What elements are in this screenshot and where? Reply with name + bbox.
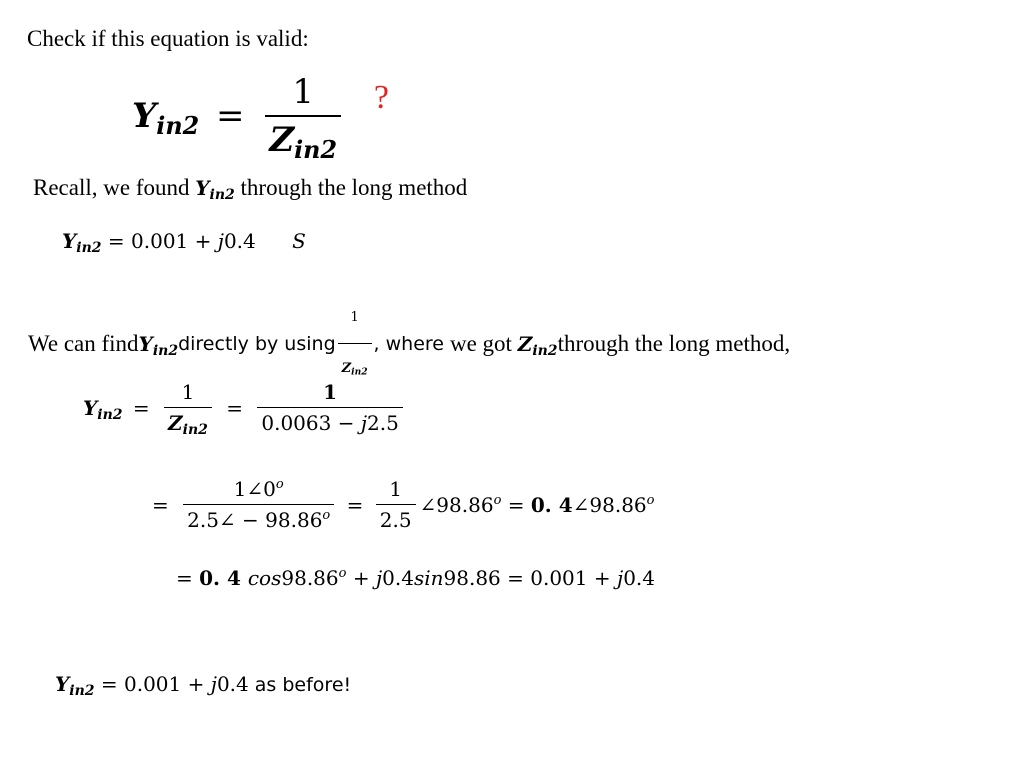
result-line: $Y_{in2} = 0.001 + j0.4$ S <box>62 229 306 257</box>
step1-lhs: $Y_{in2}$ <box>83 395 123 423</box>
step2-frac1: $\frac{1\angle 0^o}{2.5\angle - 98.86^o}$ <box>183 477 334 532</box>
recall-var: $Y_{in2}$ <box>195 176 235 204</box>
eq1-fraction <box>265 72 341 165</box>
step2-equation: = $\frac{1\angle 0^o}{2.5\angle - 98.86^o}$ = $\frac{1}{2.5}$ $\angle 98.86^o = 0$. 4∠98.86$^o$ <box>152 477 655 532</box>
eq1-numerator: 1 <box>292 72 314 112</box>
step1-equation: $Y_{in2}$ = $\frac{1}{Z_{in2}}$ = $\frac{1}{0.0063 - j2.5}$ <box>83 380 407 435</box>
step3-equation: = 0. 4 $\cos 98.86^o + j0.4\sin 98.86 = 0.001 + j0.4$ <box>176 566 655 590</box>
result-lhs: $Y_{in2}$ <box>62 229 102 257</box>
step2-angle: $\angle 98.86^o = 0$. 4∠98.86$^o$ <box>419 492 655 517</box>
equation-question <box>132 72 389 165</box>
eq1-lhs: $Y_{in2}$ <box>132 96 200 141</box>
conclusion-line: $Y_{in2} = 0.001 + j0.4$ as before! <box>55 672 352 700</box>
recall-text: Recall, we found $Y_{in2}$ through the long method <box>33 175 468 204</box>
step2-frac2: $\frac{1}{2.5}$ <box>376 477 416 532</box>
intro-text: Check if this equation is valid: <box>27 26 309 51</box>
question-mark: ? <box>373 79 389 116</box>
eq1-equals: = <box>216 96 245 136</box>
eq1-denominator: $Z_{in2}$ <box>265 115 341 160</box>
step1-frac2: $\frac{1}{0.0063 - j2.5}$ <box>257 380 402 435</box>
unit-siemens: S <box>292 229 306 253</box>
find-var-z: $Z_{in2}$ <box>517 331 558 359</box>
find-var-y: $Y_{in2}$ <box>138 331 179 359</box>
step1-frac1: $\frac{1}{Z_{in2}}$ <box>164 380 212 435</box>
find-directly-text: We can findY$_{in2}$directly by using $\frac{1}{Z_{in2}}$ , where we got $Z_{in2}through$ the long method, <box>28 296 790 391</box>
find-fraction: $\frac{1}{Z_{in2}}$ <box>338 296 372 391</box>
conclusion-lhs: $Y_{in2}$ <box>55 672 95 700</box>
